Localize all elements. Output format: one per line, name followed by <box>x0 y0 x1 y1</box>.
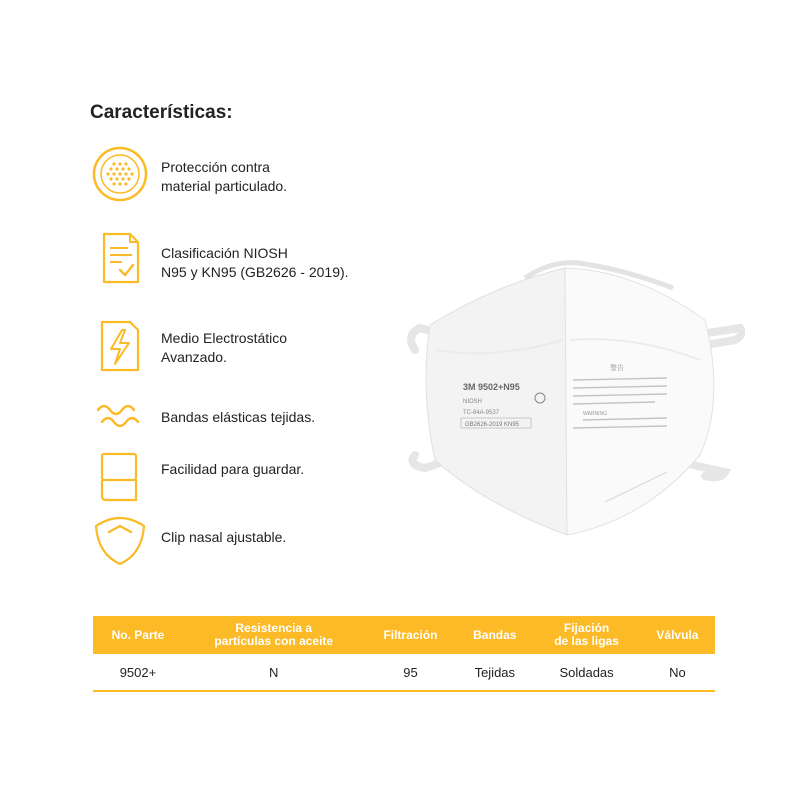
electrostatic-icon <box>92 318 148 374</box>
feature-text: Bandas elásticas tejidas. <box>161 409 316 425</box>
feature-storage <box>90 450 420 510</box>
cell-bands: Tejidas <box>456 654 533 691</box>
document-check-icon <box>92 230 148 286</box>
mask-warning-cn: 警告 <box>610 364 624 372</box>
mask-niosh-text: NIOSH <box>463 399 483 405</box>
nose-clip-icon <box>92 512 148 568</box>
cell-part-number: 9502+ <box>93 654 183 691</box>
header-bands: Bandas <box>456 616 533 654</box>
feature-text: Clasificación NIOSH N95 y KN95 (GB2626 - 2019). <box>161 245 349 280</box>
header-filtration: Filtración <box>365 616 457 654</box>
table-row <box>93 654 715 691</box>
specs-table <box>93 616 715 692</box>
feature-text: Clip nasal ajustable. <box>161 529 287 545</box>
feature-niosh <box>90 230 420 290</box>
header-valve: Válvula <box>640 616 715 654</box>
feature-text: Protección contra material particulado. <box>161 159 288 194</box>
header-part-number: No. Parte <box>93 616 183 654</box>
header-oil-resistance: Resistencia a partículas con aceite <box>183 616 365 654</box>
elastic-bands-icon <box>92 388 148 444</box>
feature-electrostatic <box>90 318 420 378</box>
mask-tc-text: TC-84A-9537 <box>463 410 500 416</box>
folding-icon <box>92 450 148 506</box>
mask-warning-en: WARNING <box>583 411 607 417</box>
feature-particulate <box>90 146 420 206</box>
feature-nose-clip <box>90 512 420 572</box>
mask-model-text: 3M 9502+N95 <box>463 382 520 392</box>
cell-band-attachment: Soldadas <box>533 654 640 691</box>
mask-kn95-text: GB2626-2019 KN95 <box>465 422 520 428</box>
feature-text: Facilidad para guardar. <box>161 461 305 477</box>
respirator-mask-image <box>405 240 745 550</box>
cell-oil-resistance: N <box>183 654 365 691</box>
particle-filter-icon <box>92 146 148 202</box>
section-title: Características: <box>90 102 233 123</box>
header-band-attachment: Fijación de las ligas <box>533 616 640 654</box>
table-header-row <box>93 616 715 654</box>
feature-elastic-bands <box>90 388 420 448</box>
cell-valve: No <box>640 654 715 691</box>
feature-text: Medio Electrostático Avanzado. <box>161 330 288 365</box>
cell-filtration: 95 <box>365 654 457 691</box>
